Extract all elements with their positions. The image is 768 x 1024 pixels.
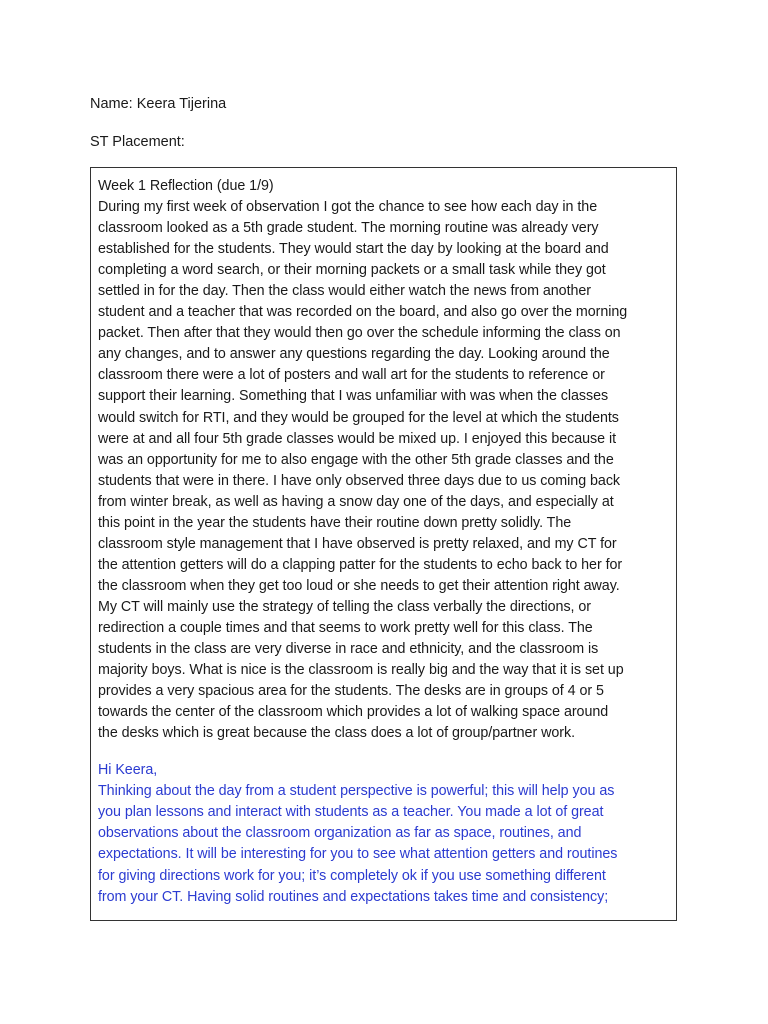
reflection-line: settled in for the day. Then the class would either watch the news from another: [98, 283, 592, 300]
student-name: Name: Keera Tijerina: [90, 96, 227, 112]
reflection-line: were at and all four 5th grade classes would be mixed up. I enjoyed this because it: [98, 430, 616, 447]
reflection-title: Week 1 Reflection (due 1/9): [98, 178, 274, 194]
st-placement-label: ST Placement:: [90, 134, 185, 150]
reflection-line: classroom looked as a 5th grade student. The morning routine was already very: [98, 220, 599, 237]
reflection-line: any changes, and to answer any questions regarding the day. Looking around the: [98, 346, 610, 363]
reflection-line: During my first week of observation I got the chance to see how each day in the: [98, 199, 598, 216]
reflection-line: support their learning. Something that I was unfamiliar with was when the classes: [98, 388, 609, 405]
teacher-feedback: [98, 760, 670, 907]
section-spacer: [98, 744, 670, 760]
reflection-line: from winter break, as well as having a snow day one of the days, and especially at: [98, 493, 614, 510]
reflection-line: My CT will mainly use the strategy of telling the class verbally the directions, or: [98, 598, 592, 615]
reflection-box: [90, 167, 677, 921]
reflection-line: majority boys. What is nice is the classroom is really big and the way that it is set up: [98, 662, 624, 679]
feedback-greeting: Hi Keera,: [98, 762, 158, 779]
reflection-line: the classroom when they get too loud or she needs to get their attention right away.: [98, 577, 620, 594]
reflection-line: towards the center of the classroom which provides a lot of walking space around: [98, 704, 609, 721]
feedback-line: you plan lessons and interact with students as a teacher. You made a lot of great: [98, 804, 604, 821]
reflection-section: [98, 176, 670, 744]
feedback-line: observations about the classroom organization as far as space, routines, and: [98, 825, 582, 842]
reflection-line: the attention getters will do a clapping patter for the students to echo back to her for: [98, 556, 623, 573]
reflection-line: student and a teacher that was recorded on the board, and also go over the morning: [98, 304, 628, 321]
reflection-line: completing a word search, or their morning packets or a small task while they got: [98, 262, 606, 279]
reflection-line: students that were in there. I have only observed three days due to us coming back: [98, 472, 621, 489]
feedback-line: for giving directions work for you; it’s completely ok if you use something different: [98, 867, 606, 884]
reflection-line: redirection a couple times and that seems to work pretty well for this class. The: [98, 619, 593, 636]
reflection-line: classroom there were a lot of posters and wall art for the students to reference or: [98, 367, 605, 384]
reflection-line: would switch for RTI, and they would be grouped for the level at which the students: [98, 409, 619, 426]
reflection-line: packet. Then after that they would then go over the schedule informing the class on: [98, 325, 621, 342]
reflection-line: the desks which is great because the class does a lot of group/partner work.: [98, 725, 575, 742]
reflection-line: this point in the year the students have their routine down pretty solidly. The: [98, 514, 572, 531]
reflection-line: provides a very spacious area for the students. The desks are in groups of 4 or 5: [98, 683, 604, 700]
reflection-line: established for the students. They would start the day by looking at the board and: [98, 241, 609, 258]
reflection-line: students in the class are very diverse in race and ethnicity, and the classroom is: [98, 641, 599, 658]
feedback-line: expectations. It will be interesting for you to see what attention getters and routines: [98, 846, 618, 863]
feedback-line: Thinking about the day from a student perspective is powerful; this will help you as: [98, 783, 615, 800]
feedback-line: from your CT. Having solid routines and expectations takes time and consistency;: [98, 888, 609, 905]
reflection-line: was an opportunity for me to also engage with the other 5th grade classes and the: [98, 451, 614, 468]
reflection-line: classroom style management that I have observed is pretty relaxed, and my CT for: [98, 535, 617, 552]
